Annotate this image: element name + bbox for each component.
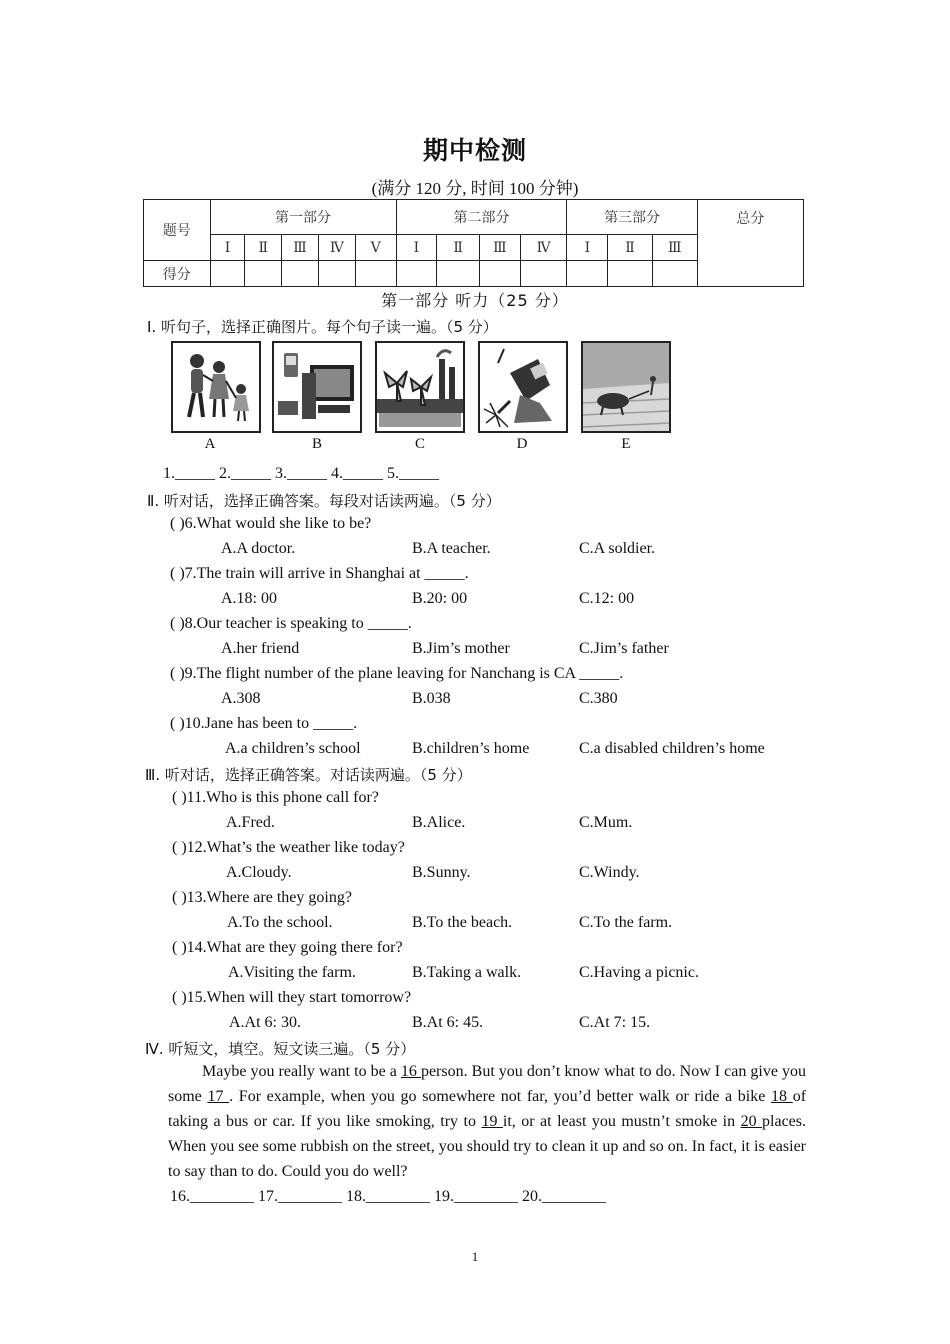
section2-heading: Ⅱ. 听对话，选择正确答案。每段对话读两遍。（5 分） <box>147 492 501 510</box>
part3-header: 第三部分 <box>567 200 697 235</box>
score-cell[interactable] <box>437 261 480 287</box>
blank-18[interactable]: 18 <box>771 1088 793 1105</box>
section-cell: Ⅲ <box>479 235 520 261</box>
picture-c[interactable] <box>375 341 465 433</box>
passage <box>168 1059 806 1184</box>
option-a[interactable]: A.Visiting the farm. <box>228 964 356 981</box>
welder-icon <box>480 343 566 431</box>
part1-header: 第一部分 <box>210 200 396 235</box>
section-cell: Ⅱ <box>437 235 480 261</box>
option-b[interactable]: B.A teacher. <box>412 540 491 557</box>
score-cell[interactable] <box>652 261 697 287</box>
picture-label: D <box>516 436 528 452</box>
option-c[interactable]: C.Windy. <box>579 864 640 881</box>
section-cell: Ⅰ <box>396 235 437 261</box>
section4-answers[interactable]: 16.________ 17.________ 18.________ 19.________ 20.________ <box>170 1188 606 1205</box>
option-a[interactable]: A.Fred. <box>226 814 275 831</box>
section-cell: Ⅴ <box>355 235 396 261</box>
page-number: 1 <box>471 1249 479 1264</box>
passage-text: places. When you see some rubbish on the street, you should try to clean it up and so on. In fact, it is easier to say than to do. Could you do well? <box>168 1113 807 1180</box>
question-12: ( )12.What’s the weather like today? <box>172 839 405 856</box>
question-15: ( )15.When will they start tomorrow? <box>172 989 412 1006</box>
question-6: ( )6.What would she like to be? <box>170 515 372 532</box>
header-label: 题号 <box>144 200 211 261</box>
blank-16[interactable]: 16 <box>400 1063 421 1080</box>
section-cell: Ⅲ <box>282 235 319 261</box>
option-b[interactable]: B.children’s home <box>412 740 530 757</box>
section3-heading: Ⅲ. 听对话，选择正确答案。对话读两遍。（5 分） <box>145 766 472 784</box>
option-c[interactable]: C.Jim’s father <box>579 640 669 657</box>
picture-b[interactable] <box>272 341 362 433</box>
family-walking-icon <box>173 343 259 431</box>
section-cell: Ⅳ <box>318 235 355 261</box>
score-cell[interactable] <box>355 261 396 287</box>
section1-answers[interactable]: 1._____ 2._____ 3._____ 4._____ 5._____ <box>163 465 439 482</box>
option-a[interactable]: A.At 6: 30. <box>229 1014 301 1031</box>
option-c[interactable]: C.380 <box>579 690 618 707</box>
score-cell[interactable] <box>245 261 282 287</box>
option-c[interactable]: C.Mum. <box>579 814 633 831</box>
option-a[interactable]: A.Cloudy. <box>226 864 292 881</box>
part2-header: 第二部分 <box>396 200 567 235</box>
section-cell: Ⅱ <box>245 235 282 261</box>
question-14: ( )14.What are they going there for? <box>172 939 403 956</box>
score-cell[interactable] <box>608 261 653 287</box>
option-a[interactable]: A.To the school. <box>227 914 333 931</box>
question-13: ( )13.Where are they going? <box>172 889 352 906</box>
option-c[interactable]: C.12: 00 <box>579 590 635 607</box>
farmer-plowing-icon <box>583 343 669 431</box>
picture-label: E <box>621 436 631 452</box>
score-cell[interactable] <box>520 261 567 287</box>
option-b[interactable]: B.038 <box>412 690 451 707</box>
section-cell: Ⅲ <box>652 235 697 261</box>
score-cell[interactable] <box>210 261 245 287</box>
passage-text: of taking a bus or car. If you like smoking, try to <box>168 1088 807 1130</box>
score-cell[interactable] <box>567 261 608 287</box>
passage-text: Maybe you really want to be a <box>202 1063 401 1080</box>
blank-20[interactable]: 20 <box>740 1113 763 1130</box>
blank-19[interactable]: 19 <box>481 1113 503 1130</box>
question-8: ( )8.Our teacher is speaking to _____. <box>170 615 412 632</box>
picture-e[interactable] <box>581 341 671 433</box>
option-a[interactable]: A.308 <box>221 690 261 707</box>
section-cell: Ⅱ <box>608 235 653 261</box>
option-a[interactable]: A.A doctor. <box>221 540 296 557</box>
section-cell: Ⅰ <box>567 235 608 261</box>
page-title: 期中检测 <box>422 136 527 165</box>
passage-text: . For example, when you go somewhere not far, you’d better walk or ride a bike <box>229 1088 772 1105</box>
part1-heading: 第一部分 听力（25 分） <box>381 291 569 310</box>
option-b[interactable]: B.20: 00 <box>412 590 468 607</box>
score-cell[interactable] <box>479 261 520 287</box>
option-a[interactable]: A.a children’s school <box>225 740 361 757</box>
section-cell: Ⅰ <box>210 235 245 261</box>
option-b[interactable]: B.Taking a walk. <box>412 964 522 981</box>
option-b[interactable]: B.To the beach. <box>412 914 513 931</box>
option-c[interactable]: C.Having a picnic. <box>579 964 699 981</box>
question-11: ( )11.Who is this phone call for? <box>172 789 379 806</box>
option-c[interactable]: C.To the farm. <box>579 914 673 931</box>
picture-d[interactable] <box>478 341 568 433</box>
score-table <box>143 199 804 287</box>
picture-label: C <box>414 436 425 452</box>
score-cell[interactable] <box>396 261 437 287</box>
section1-heading: Ⅰ. 听句子，选择正确图片。每个句子读一遍。（5 分） <box>147 318 498 336</box>
option-b[interactable]: B.Sunny. <box>412 864 471 881</box>
passage-text: person. But you don’t know what to do. Now I can give you some <box>168 1063 807 1105</box>
section-cell: Ⅳ <box>520 235 567 261</box>
page-subtitle: (满分 120 分, 时间 100 分钟) <box>371 179 579 198</box>
option-c[interactable]: C.A soldier. <box>579 540 656 557</box>
picture-label: B <box>311 436 322 452</box>
passage-text: it, or at least you mustn’t smoke in <box>502 1113 741 1130</box>
option-b[interactable]: B.At 6: 45. <box>412 1014 484 1031</box>
picture-a[interactable] <box>171 341 261 433</box>
total-header: 总分 <box>697 200 803 287</box>
option-a[interactable]: A.her friend <box>221 640 300 657</box>
score-cell[interactable] <box>318 261 355 287</box>
option-c[interactable]: C.At 7: 15. <box>579 1014 651 1031</box>
score-label: 得分 <box>144 261 211 287</box>
section4-heading: Ⅳ. 听短文，填空。短文读三遍。（5 分） <box>145 1040 416 1058</box>
option-b[interactable]: B.Alice. <box>412 814 466 831</box>
option-b[interactable]: B.Jim’s mother <box>412 640 510 657</box>
picture-label: A <box>204 436 216 452</box>
option-a[interactable]: A.18: 00 <box>221 590 277 607</box>
score-cell[interactable] <box>282 261 319 287</box>
question-9: ( )9.The flight number of the plane leaving for Nanchang is CA _____. <box>170 665 624 682</box>
question-7: ( )7.The train will arrive in Shanghai at _____. <box>170 565 469 582</box>
option-c[interactable]: C.a disabled children’s home <box>579 740 765 757</box>
factory-windmills-icon <box>377 343 463 431</box>
question-10: ( )10.Jane has been to _____. <box>170 715 358 732</box>
blank-17[interactable]: 17 <box>207 1088 230 1105</box>
computer-phone-icon <box>274 343 360 431</box>
